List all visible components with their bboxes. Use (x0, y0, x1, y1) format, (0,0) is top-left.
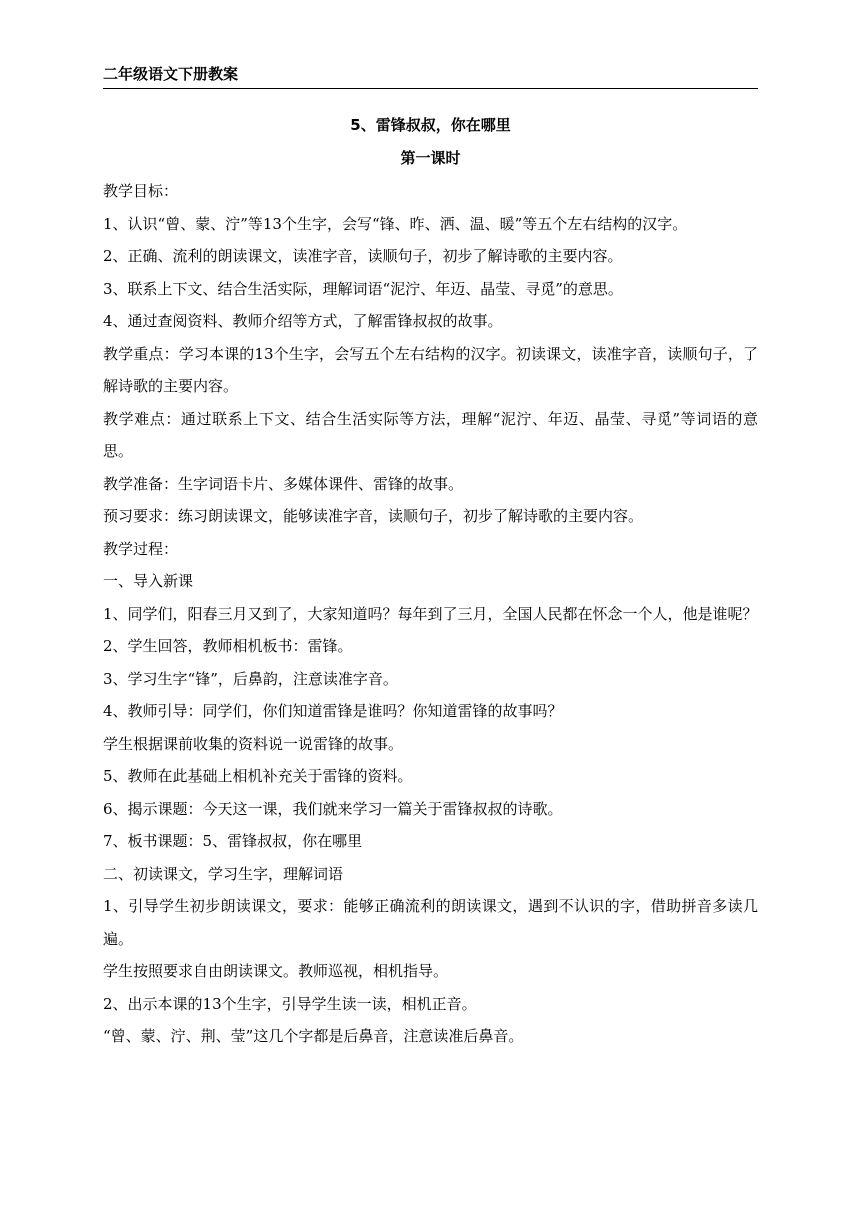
paragraph: 二、初读课文，学习生字，理解词语 (103, 864, 344, 883)
paragraph: 2、学生回答，教师相机板书：雷锋。 (103, 637, 353, 655)
paragraph: 3、联系上下文、结合生活实际，理解词语“泥泞、年迈、晶莹、寻觅”的意思。 (103, 279, 623, 298)
paragraph: 教学过程： (103, 539, 179, 558)
paragraph: 1、认识“曾、蒙、泞”等13个生字，会写“锋、昨、洒、温、暖”等五个左右结构的汉字。 (103, 214, 688, 233)
paragraph: 5、教师在此基础上相机补充关于雷锋的资料。 (103, 767, 413, 785)
paragraph: 4、通过查阅资料、教师介绍等方式，了解雷锋叔叔的故事。 (103, 312, 503, 330)
lesson-subtitle: 第一课时 (400, 149, 461, 167)
paragraph: “曾、蒙、泞、荆、莹”这几个字都是后鼻音，注意读准后鼻音。 (103, 1027, 524, 1045)
paragraph: 2、出示本课的13个生字，引导学生读一读，相机正音。 (103, 994, 477, 1013)
paragraph: 预习要求：练习朗读课文，能够读准字音，读顺句子，初步了解诗歌的主要内容。 (103, 507, 644, 525)
paragraph: 3、学习生字“锋”，后鼻韵，注意读准字音。 (103, 669, 398, 688)
paragraph: 教学重点：学习本课的13个生字，会写五个左右结构的汉字。初读课文，读准字音，读顺句子，了解诗歌的主要内容。 (103, 344, 758, 395)
paragraph: 1、引导学生初步朗读课文，要求：能够正确流利的朗读课文，遇到不认识的字，借助拼音多读几遍。 (103, 897, 758, 948)
paragraph: 教学准备：生字词语卡片、多媒体课件、雷锋的故事。 (103, 474, 464, 493)
paragraph: 一、导入新课 (103, 572, 194, 590)
paragraph: 学生根据课前收集的资料说一说雷锋的故事。 (103, 734, 404, 753)
paragraph: 2、正确、流利的朗读课文，读准字音，读顺句子，初步了解诗歌的主要内容。 (103, 247, 623, 265)
paragraph: 4、教师引导：同学们，你们知道雷锋是谁吗？你知道雷锋的故事吗？ (103, 702, 563, 720)
paragraph: 7、板书课题：5、雷锋叔叔，你在哪里 (103, 832, 363, 850)
document-header: 二年级语文下册教案 (103, 63, 758, 89)
paragraph: 1、同学们，阳春三月又到了，大家知道吗？每年到了三月，全国人民都在怀念一个人，他是谁呢？ (103, 604, 758, 623)
paragraph: 教学目标： (103, 182, 179, 200)
document-body (103, 175, 758, 1053)
lesson-title: 5、雷锋叔叔，你在哪里 (350, 116, 511, 134)
paragraph: 教学难点：通过联系上下文、结合生活实际等方法，理解“泥泞、年迈、晶莹、寻觅”等词语的意思。 (103, 409, 758, 460)
paragraph: 学生按照要求自由朗读课文。教师巡视，相机指导。 (103, 962, 449, 980)
paragraph: 6、揭示课题：今天这一课，我们就来学习一篇关于雷锋叔叔的诗歌。 (103, 799, 563, 818)
